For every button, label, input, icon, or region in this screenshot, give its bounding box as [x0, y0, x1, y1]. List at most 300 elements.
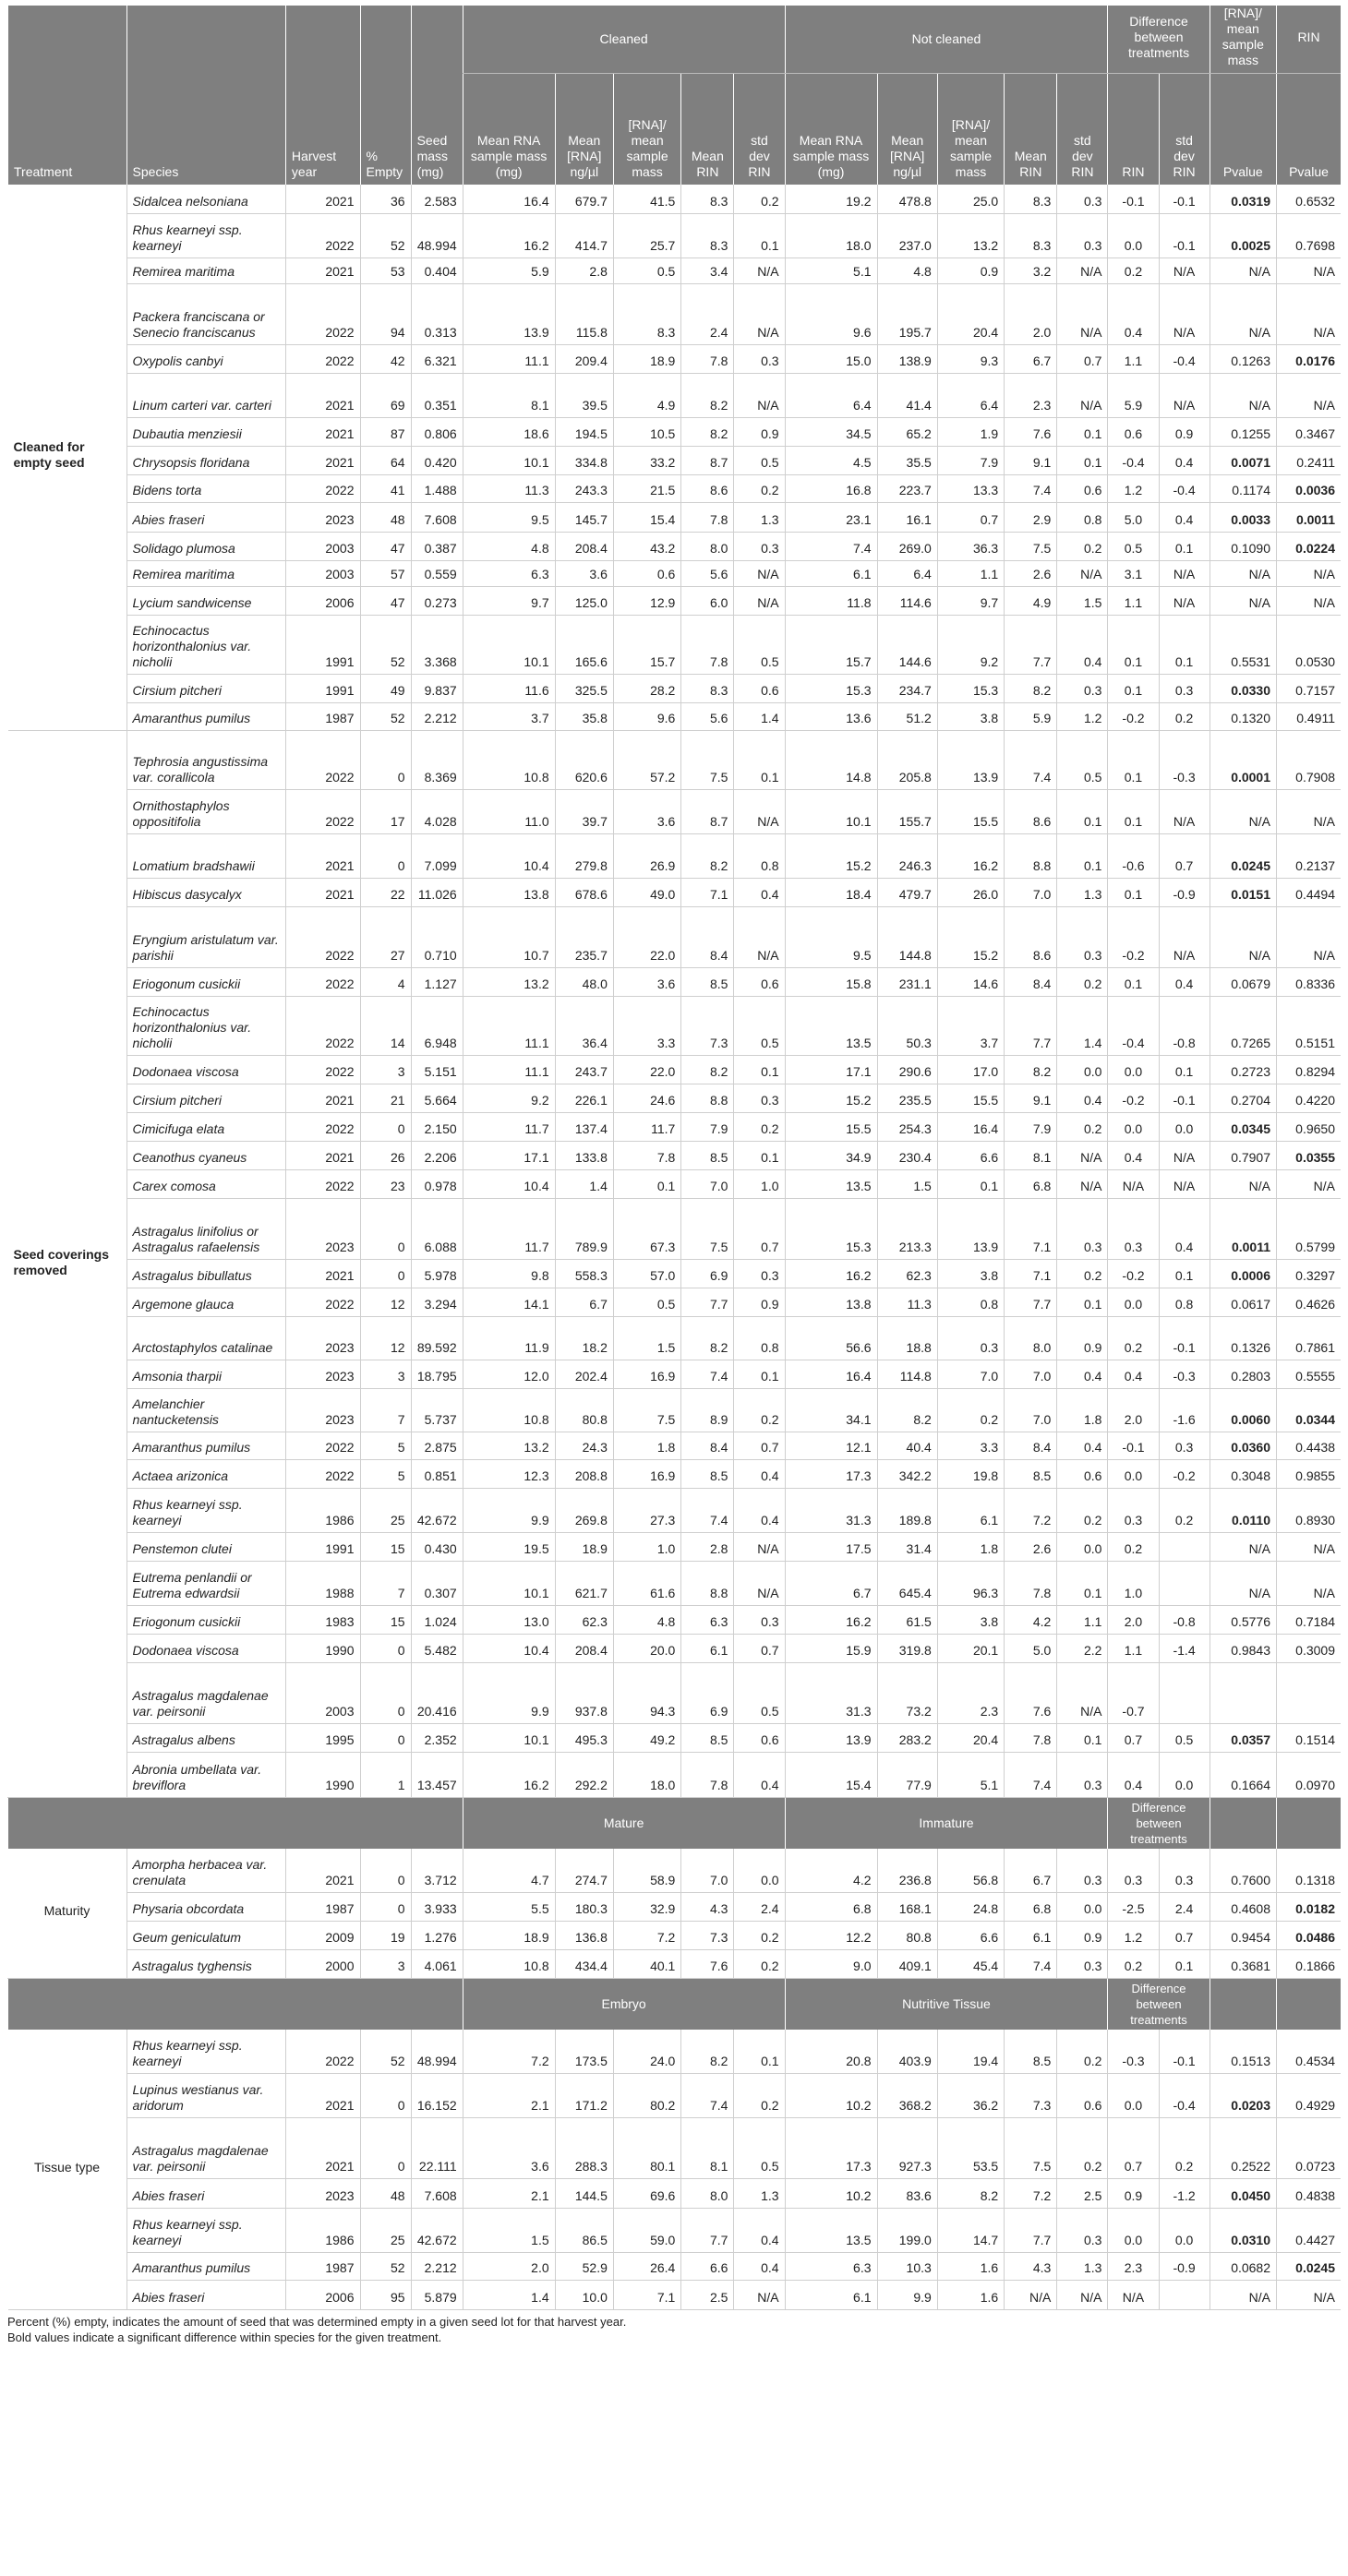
left-value-cell: 0.4 [734, 1489, 785, 1533]
right-value-cell: 0.9 [1057, 1922, 1108, 1950]
left-value-cell: 27.3 [613, 1489, 680, 1533]
harvest-year-cell: 2021 [285, 374, 360, 418]
left-value-cell: 40.1 [613, 1950, 680, 1979]
right-value-cell: 56.6 [785, 1317, 877, 1360]
right-value-cell: 13.8 [785, 1288, 877, 1317]
pct-empty-cell: 5 [360, 1460, 411, 1489]
right-value-cell: 16.4 [785, 1360, 877, 1389]
pvalue-ratio-cell: 0.1263 [1210, 345, 1276, 374]
right-value-cell: N/A [1005, 2281, 1057, 2310]
diff-rin-cell: 0.0 [1108, 2209, 1159, 2253]
pvalue-ratio-cell: N/A [1210, 790, 1276, 834]
left-value-cell: 9.5 [463, 503, 555, 533]
right-value-cell: 15.2 [785, 834, 877, 879]
diff-rin-cell: 0.1 [1108, 790, 1159, 834]
right-value-cell: 13.6 [785, 703, 877, 731]
species-cell: Arctostaphylos catalinae [126, 1317, 285, 1360]
header-diff-rin: RIN [1108, 74, 1159, 185]
table-row [8, 616, 1342, 675]
left-value-cell: 1.4 [463, 2281, 555, 2310]
left-value-cell: 8.2 [681, 418, 734, 447]
header-pvalue-1: Pvalue [1210, 74, 1276, 185]
right-value-cell: 234.7 [877, 675, 937, 703]
pct-empty-cell: 25 [360, 2209, 411, 2253]
left-value-cell: 10.8 [463, 731, 555, 790]
pvalue-ratio-cell: 0.2723 [1210, 1056, 1276, 1084]
pvalue-ratio-cell: 0.3048 [1210, 1460, 1276, 1489]
seed-mass-cell: 2.206 [411, 1142, 463, 1170]
right-value-cell: 269.0 [877, 533, 937, 561]
pct-empty-cell: 52 [360, 214, 411, 258]
left-value-cell: 11.9 [463, 1317, 555, 1360]
right-value-cell: 13.9 [937, 1199, 1004, 1260]
seed-mass-cell: 1.488 [411, 475, 463, 503]
species-cell: Eutrema penlandii or Eutrema edwardsii [126, 1562, 285, 1606]
left-value-cell: 10.1 [463, 1724, 555, 1753]
harvest-year-cell: 2022 [285, 1288, 360, 1317]
left-value-cell: 0.5 [734, 1663, 785, 1724]
left-value-cell: 86.5 [555, 2209, 613, 2253]
right-value-cell: 4.5 [785, 447, 877, 475]
seed-mass-cell: 9.837 [411, 675, 463, 703]
diff-rin-cell: 2.3 [1108, 2253, 1159, 2281]
left-value-cell: 6.3 [681, 1606, 734, 1635]
seed-mass-cell: 7.608 [411, 503, 463, 533]
left-value-cell: 25.7 [613, 214, 680, 258]
right-value-cell: 20.1 [937, 1635, 1004, 1663]
left-value-cell: 414.7 [555, 214, 613, 258]
left-value-cell: 6.0 [681, 587, 734, 616]
right-value-cell: 0.1 [1057, 447, 1108, 475]
right-value-cell: 0.4 [1057, 1360, 1108, 1389]
left-value-cell: 48.0 [555, 968, 613, 997]
diff-std-cell: 0.4 [1159, 1199, 1210, 1260]
right-value-cell: 12.1 [785, 1432, 877, 1460]
left-value-cell: 5.6 [681, 703, 734, 731]
left-value-cell: 11.7 [463, 1113, 555, 1142]
table-row [8, 1460, 1342, 1489]
species-cell: Cimicifuga elata [126, 1113, 285, 1142]
right-value-cell: 7.8 [1005, 1562, 1057, 1606]
left-value-cell: 0.2 [734, 185, 785, 214]
right-value-cell: 8.1 [1005, 1142, 1057, 1170]
species-cell: Oxypolis canbyi [126, 345, 285, 374]
pvalue-rin-cell: 0.7157 [1277, 675, 1341, 703]
pvalue-rin-cell: 0.0355 [1277, 1142, 1341, 1170]
right-value-cell: 6.4 [785, 374, 877, 418]
right-value-cell: 65.2 [877, 418, 937, 447]
pvalue-ratio-cell: N/A [1210, 587, 1276, 616]
right-value-cell: 0.1 [937, 1170, 1004, 1199]
seed-mass-cell: 0.710 [411, 907, 463, 968]
pct-empty-cell: 12 [360, 1288, 411, 1317]
right-value-cell: 15.3 [937, 675, 1004, 703]
seed-mass-cell: 0.351 [411, 374, 463, 418]
right-value-cell: 6.1 [937, 1489, 1004, 1533]
harvest-year-cell: 2021 [285, 185, 360, 214]
pvalue-rin-cell: 0.0245 [1277, 2253, 1341, 2281]
left-value-cell: 208.4 [555, 1635, 613, 1663]
species-cell: Rhus kearneyi ssp. kearneyi [126, 2209, 285, 2253]
right-value-cell: 8.2 [1005, 675, 1057, 703]
table-row [8, 284, 1342, 345]
harvest-year-cell: 1983 [285, 1606, 360, 1635]
species-cell: Amaranthus pumilus [126, 1432, 285, 1460]
right-value-cell: 19.8 [937, 1460, 1004, 1489]
left-value-cell: 0.5 [734, 2118, 785, 2179]
right-value-cell: 14.7 [937, 2209, 1004, 2253]
right-value-cell: 403.9 [877, 2030, 937, 2074]
left-value-cell: 9.9 [463, 1663, 555, 1724]
left-value-cell: 7.4 [681, 1360, 734, 1389]
right-value-cell: 34.9 [785, 1142, 877, 1170]
harvest-year-cell: 2022 [285, 997, 360, 1056]
header-seed-mass: Seed mass (mg) [411, 6, 463, 185]
pct-empty-cell: 49 [360, 675, 411, 703]
left-value-cell: 8.5 [681, 968, 734, 997]
left-value-cell: 8.5 [681, 1460, 734, 1489]
seed-mass-cell: 0.404 [411, 258, 463, 284]
right-value-cell: 319.8 [877, 1635, 937, 1663]
left-value-cell: 11.7 [613, 1113, 680, 1142]
diff-rin-cell: -0.7 [1108, 1663, 1159, 1724]
diff-std-cell: -0.1 [1159, 185, 1210, 214]
left-value-cell: 0.5 [613, 258, 680, 284]
right-value-cell: 7.4 [1005, 475, 1057, 503]
left-value-cell: 495.3 [555, 1724, 613, 1753]
harvest-year-cell: 1986 [285, 1489, 360, 1533]
pct-empty-cell: 14 [360, 997, 411, 1056]
pvalue-ratio-cell: 0.0617 [1210, 1288, 1276, 1317]
right-value-cell: 0.3 [1057, 1849, 1108, 1893]
diff-std-cell: 0.1 [1159, 1260, 1210, 1288]
left-value-cell: 7.5 [681, 1199, 734, 1260]
pvalue-rin-cell: 0.0036 [1277, 475, 1341, 503]
pvalue-rin-cell: 0.5799 [1277, 1199, 1341, 1260]
right-value-cell: 4.2 [785, 1849, 877, 1893]
pct-empty-cell: 25 [360, 1489, 411, 1533]
seed-mass-cell: 2.212 [411, 703, 463, 731]
right-value-cell: 17.3 [785, 1460, 877, 1489]
diff-std-cell: 0.8 [1159, 1288, 1210, 1317]
diff-std-cell: -0.4 [1159, 2074, 1210, 2118]
table-container [7, 6, 1341, 2345]
pct-empty-cell: 19 [360, 1922, 411, 1950]
right-value-cell: 7.4 [1005, 1950, 1057, 1979]
pct-empty-cell: 23 [360, 1170, 411, 1199]
pvalue-ratio-cell: 0.1326 [1210, 1317, 1276, 1360]
diff-rin-cell: 3.1 [1108, 561, 1159, 587]
harvest-year-cell: 1987 [285, 703, 360, 731]
left-value-cell: 18.9 [463, 1922, 555, 1950]
header-notcleaned-std: std dev RIN [1057, 74, 1108, 185]
harvest-year-cell: 1988 [285, 1562, 360, 1606]
seed-mass-cell: 6.088 [411, 1199, 463, 1260]
left-value-cell: N/A [734, 561, 785, 587]
seed-mass-cell: 3.368 [411, 616, 463, 675]
pvalue-rin-cell: 0.4929 [1277, 2074, 1341, 2118]
left-value-cell: N/A [734, 1562, 785, 1606]
right-value-cell: 199.0 [877, 2209, 937, 2253]
left-value-cell: 0.3 [734, 1606, 785, 1635]
diff-std-cell [1159, 1562, 1210, 1606]
species-cell: Astragalus magdalenae var. peirsonii [126, 2118, 285, 2179]
right-value-cell: 5.1 [785, 258, 877, 284]
left-value-cell: 11.1 [463, 997, 555, 1056]
right-value-cell: 73.2 [877, 1663, 937, 1724]
right-value-cell: 1.5 [877, 1170, 937, 1199]
pct-empty-cell: 0 [360, 2074, 411, 2118]
left-value-cell: 26.4 [613, 2253, 680, 2281]
harvest-year-cell: 2022 [285, 907, 360, 968]
left-value-cell: 937.8 [555, 1663, 613, 1724]
right-value-cell: 213.3 [877, 1199, 937, 1260]
table-row [8, 790, 1342, 834]
right-value-cell: 35.5 [877, 447, 937, 475]
right-value-cell: 15.2 [937, 907, 1004, 968]
right-value-cell: 6.3 [785, 2253, 877, 2281]
pvalue-ratio-cell: N/A [1210, 374, 1276, 418]
harvest-year-cell: 2022 [285, 2030, 360, 2074]
diff-rin-cell: 0.1 [1108, 879, 1159, 907]
table-row [8, 1084, 1342, 1113]
diff-rin-cell: 0.0 [1108, 214, 1159, 258]
harvest-year-cell: 1995 [285, 1724, 360, 1753]
right-value-cell: 144.6 [877, 616, 937, 675]
pvalue-rin-cell: N/A [1277, 284, 1341, 345]
pvalue-ratio-cell: N/A [1210, 258, 1276, 284]
right-value-cell: 13.5 [785, 2209, 877, 2253]
left-value-cell: 137.4 [555, 1113, 613, 1142]
table-row [8, 1893, 1342, 1922]
right-value-cell: 237.0 [877, 214, 937, 258]
pvalue-rin-cell: 0.0224 [1277, 533, 1341, 561]
table-row [8, 1533, 1342, 1562]
left-value-cell: 3.7 [463, 703, 555, 731]
diff-std-cell: N/A [1159, 1142, 1210, 1170]
pvalue-ratio-cell [1210, 1663, 1276, 1724]
diff-rin-cell: N/A [1108, 2281, 1159, 2310]
seed-mass-cell: 5.482 [411, 1635, 463, 1663]
treatment-label: Tissue type [8, 2030, 127, 2310]
pvalue-ratio-cell: 0.2522 [1210, 2118, 1276, 2179]
harvest-year-cell: 2022 [285, 968, 360, 997]
pvalue-rin-cell: 0.1866 [1277, 1950, 1341, 1979]
sub-header-blank [1210, 1798, 1276, 1849]
pct-empty-cell: 87 [360, 418, 411, 447]
treatment-label: Cleaned for empty seed [8, 185, 127, 731]
left-value-cell: 9.8 [463, 1260, 555, 1288]
table-row [8, 731, 1342, 790]
diff-rin-cell: 5.9 [1108, 374, 1159, 418]
species-cell: Bidens torta [126, 475, 285, 503]
right-value-cell: 13.2 [937, 214, 1004, 258]
pvalue-rin-cell: 0.0011 [1277, 503, 1341, 533]
pct-empty-cell: 3 [360, 1950, 411, 1979]
right-value-cell: 80.8 [877, 1922, 937, 1950]
left-value-cell: 243.7 [555, 1056, 613, 1084]
pct-empty-cell: 17 [360, 790, 411, 834]
pvalue-rin-cell: N/A [1277, 561, 1341, 587]
left-value-cell: 4.8 [463, 533, 555, 561]
pvalue-rin-cell: 0.9855 [1277, 1460, 1341, 1489]
right-value-cell: 7.0 [1005, 1389, 1057, 1432]
species-cell: Eriogonum cusickii [126, 1606, 285, 1635]
right-value-cell: 9.2 [937, 616, 1004, 675]
right-value-cell: 8.6 [1005, 790, 1057, 834]
left-value-cell: 2.4 [734, 1893, 785, 1922]
left-value-cell: 0.1 [734, 214, 785, 258]
right-value-cell: 1.1 [1057, 1606, 1108, 1635]
right-value-cell: 6.6 [937, 1142, 1004, 1170]
left-value-cell: 5.5 [463, 1893, 555, 1922]
right-value-cell: 0.2 [1057, 968, 1108, 997]
left-value-cell: 7.7 [681, 2209, 734, 2253]
harvest-year-cell: 2021 [285, 2118, 360, 2179]
diff-std-cell: -0.4 [1159, 345, 1210, 374]
left-value-cell: 235.7 [555, 907, 613, 968]
right-value-cell: 8.5 [1005, 2030, 1057, 2074]
right-value-cell: 62.3 [877, 1260, 937, 1288]
table-row [8, 968, 1342, 997]
right-value-cell: 51.2 [877, 703, 937, 731]
left-value-cell: 279.8 [555, 834, 613, 879]
pvalue-ratio-cell: 0.0060 [1210, 1389, 1276, 1432]
pvalue-ratio-cell: 0.1174 [1210, 475, 1276, 503]
left-value-cell: 28.2 [613, 675, 680, 703]
table-row [8, 879, 1342, 907]
header-notcleaned-conc: Mean [RNA] ng/µl [877, 74, 937, 185]
table-row [8, 2118, 1342, 2179]
table-row [8, 907, 1342, 968]
left-value-cell: 9.6 [613, 703, 680, 731]
harvest-year-cell: 2021 [285, 258, 360, 284]
right-value-cell: 0.6 [1057, 475, 1108, 503]
pct-empty-cell: 52 [360, 2030, 411, 2074]
right-value-cell: N/A [1057, 1170, 1108, 1199]
diff-rin-cell: 0.4 [1108, 284, 1159, 345]
left-value-cell: 7.0 [681, 1170, 734, 1199]
left-value-cell: 80.8 [555, 1389, 613, 1432]
left-value-cell: 7.4 [681, 2074, 734, 2118]
harvest-year-cell: 2022 [285, 1170, 360, 1199]
table-row [8, 1288, 1342, 1317]
right-value-cell: 34.1 [785, 1389, 877, 1432]
left-value-cell: 7.0 [681, 1849, 734, 1893]
right-value-cell: 8.6 [1005, 907, 1057, 968]
right-value-cell: 9.0 [785, 1950, 877, 1979]
left-value-cell: 8.2 [681, 1317, 734, 1360]
seed-mass-cell: 4.028 [411, 790, 463, 834]
right-value-cell: 17.5 [785, 1533, 877, 1562]
left-value-cell: 115.8 [555, 284, 613, 345]
diff-std-cell: -0.9 [1159, 879, 1210, 907]
left-value-cell: 69.6 [613, 2179, 680, 2209]
harvest-year-cell: 2022 [285, 790, 360, 834]
left-value-cell: 7.9 [681, 1113, 734, 1142]
diff-std-cell: -0.8 [1159, 997, 1210, 1056]
right-value-cell: 6.8 [1005, 1893, 1057, 1922]
pvalue-rin-cell: 0.4534 [1277, 2030, 1341, 2074]
right-value-cell: 6.8 [1005, 1170, 1057, 1199]
harvest-year-cell: 2021 [285, 879, 360, 907]
pvalue-rin-cell: 0.4911 [1277, 703, 1341, 731]
right-value-cell: 16.4 [937, 1113, 1004, 1142]
sub-header-blank [1277, 1798, 1341, 1849]
left-value-cell: 0.2 [734, 1922, 785, 1950]
harvest-year-cell: 1986 [285, 2209, 360, 2253]
left-value-cell: 3.3 [613, 997, 680, 1056]
diff-rin-cell: -0.3 [1108, 2030, 1159, 2074]
pvalue-ratio-cell: N/A [1210, 2281, 1276, 2310]
diff-std-cell: -0.4 [1159, 475, 1210, 503]
right-value-cell: 61.5 [877, 1606, 937, 1635]
diff-rin-cell: 2.0 [1108, 1606, 1159, 1635]
pvalue-ratio-cell: 0.0006 [1210, 1260, 1276, 1288]
pvalue-ratio-cell: 0.5776 [1210, 1606, 1276, 1635]
left-value-cell: 58.9 [613, 1849, 680, 1893]
left-value-cell: 16.9 [613, 1360, 680, 1389]
right-value-cell: N/A [1057, 284, 1108, 345]
pvalue-ratio-cell: 0.7265 [1210, 997, 1276, 1056]
table-row [8, 1170, 1342, 1199]
left-value-cell: 8.7 [681, 790, 734, 834]
pvalue-rin-cell: 0.1514 [1277, 1724, 1341, 1753]
left-value-cell: 3.6 [613, 790, 680, 834]
right-value-cell: 0.3 [937, 1317, 1004, 1360]
harvest-year-cell: 2021 [285, 447, 360, 475]
left-value-cell: 18.9 [555, 1533, 613, 1562]
right-value-cell: 31.3 [785, 1663, 877, 1724]
right-value-cell: 0.8 [1057, 503, 1108, 533]
pvalue-rin-cell: 0.4427 [1277, 2209, 1341, 2253]
harvest-year-cell: 2022 [285, 1432, 360, 1460]
right-value-cell: 0.1 [1057, 418, 1108, 447]
pvalue-rin-cell: N/A [1277, 258, 1341, 284]
pvalue-ratio-cell: 0.1090 [1210, 533, 1276, 561]
table-row [8, 533, 1342, 561]
left-value-cell: 10.8 [463, 1950, 555, 1979]
sub-header-blank [1277, 1979, 1341, 2030]
left-value-cell: 57.2 [613, 731, 680, 790]
diff-rin-cell: 0.4 [1108, 1142, 1159, 1170]
left-value-cell: 1.4 [555, 1170, 613, 1199]
pvalue-rin-cell: 0.0182 [1277, 1893, 1341, 1922]
pvalue-rin-cell: 0.0486 [1277, 1922, 1341, 1950]
pvalue-ratio-cell: N/A [1210, 1170, 1276, 1199]
right-value-cell: 368.2 [877, 2074, 937, 2118]
left-value-cell: 334.8 [555, 447, 613, 475]
header-treatment: Treatment [8, 6, 127, 185]
right-value-cell: 0.1 [1057, 1562, 1108, 1606]
right-value-cell: 7.4 [1005, 1753, 1057, 1798]
pvalue-rin-cell: 0.0176 [1277, 345, 1341, 374]
diff-rin-cell: 0.2 [1108, 1533, 1159, 1562]
pvalue-rin-cell: 0.0530 [1277, 616, 1341, 675]
right-value-cell: 18.4 [785, 879, 877, 907]
right-value-cell: 56.8 [937, 1849, 1004, 1893]
left-value-cell: 8.8 [681, 1084, 734, 1113]
right-value-cell: 3.7 [937, 997, 1004, 1056]
right-value-cell: 8.3 [1005, 214, 1057, 258]
pvalue-ratio-cell: 0.0360 [1210, 1432, 1276, 1460]
right-value-cell: 0.6 [1057, 1460, 1108, 1489]
right-value-cell: 96.3 [937, 1562, 1004, 1606]
seed-mass-cell: 0.978 [411, 1170, 463, 1199]
right-value-cell: 0.1 [1057, 1724, 1108, 1753]
left-value-cell: 8.5 [681, 1142, 734, 1170]
left-value-cell: 4.7 [463, 1849, 555, 1893]
